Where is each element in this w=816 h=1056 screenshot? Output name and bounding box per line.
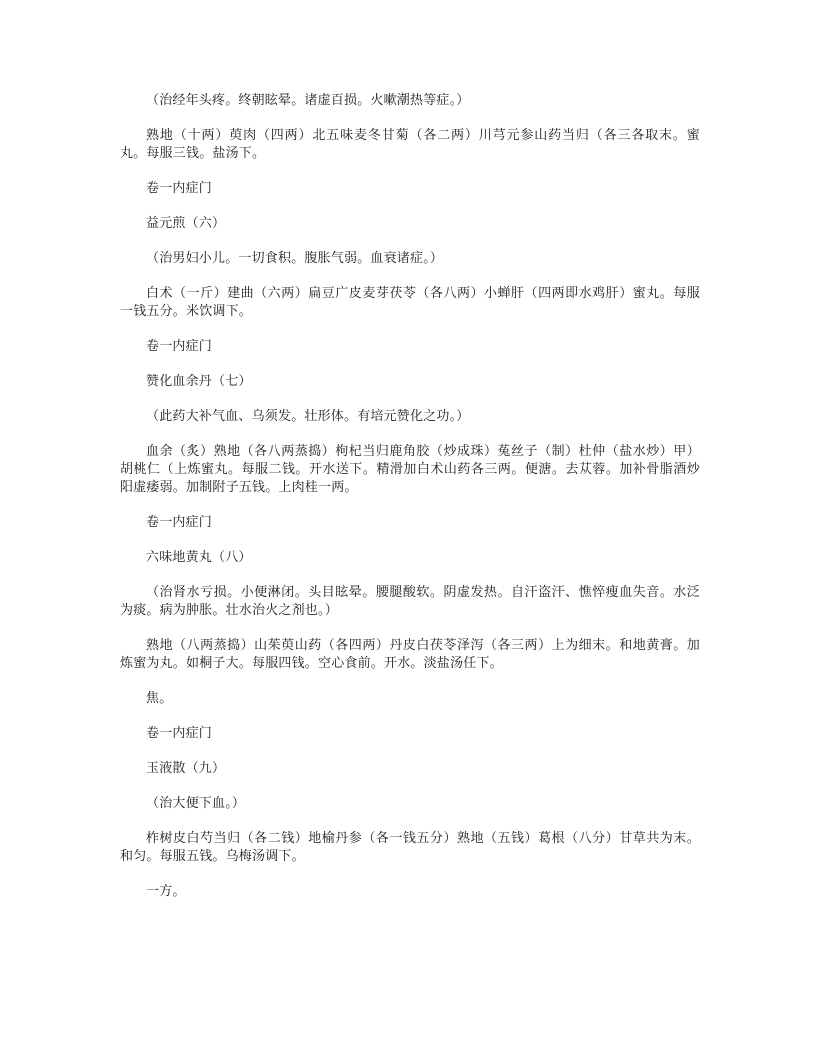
text-paragraph: （治经年头疼。终朝眩晕。诸虚百损。火嗽潮热等症。） <box>146 93 470 108</box>
section-heading: 卷一内症门 <box>146 726 213 741</box>
document-page <box>120 92 700 918</box>
text-paragraph: 一方。 <box>146 884 186 899</box>
section-heading: 卷一内症门 <box>146 515 213 530</box>
text-paragraph: （治大便下血。） <box>146 796 246 811</box>
section-heading: 卷一内症门 <box>146 181 213 196</box>
prescription-title: 六味地黄丸（八） <box>146 550 252 565</box>
text-paragraph: 焦。 <box>146 691 173 706</box>
text-paragraph: （此药大补气血、乌须发。壮形体。有培元赞化之功。） <box>146 409 470 424</box>
prescription-title: 玉液散（九） <box>146 761 226 776</box>
prescription-title: 益元煎（六） <box>146 216 226 231</box>
text-paragraph: （治男妇小儿。一切食积。腹胀气弱。血衰诸症。） <box>146 251 444 266</box>
text-paragraph: 熟地（八两蒸捣）山茱萸山药（各四两）丹皮白茯苓泽泻（各三两）上为细末。和地黄膏。加炼蜜为丸。如桐子大。每服四钱。空心食前。开水。淡盐汤任下。 <box>120 638 700 671</box>
prescription-title: 赞化血余丹（七） <box>146 374 252 389</box>
text-paragraph: 柞树皮白芍当归（各二钱）地榆丹参（各一钱五分）熟地（五钱）葛根（八分）甘草共为末。和匀。每服五钱。乌梅汤调下。 <box>120 831 700 864</box>
text-paragraph: 白术（一斤）建曲（六两）扁豆广皮麦芽茯苓（各八两）小蝉肝（四两即水鸡肝）蜜丸。每服一钱五分。米饮调下。 <box>120 286 700 319</box>
text-paragraph: 血余（炙）熟地（各八两蒸捣）枸杞当归鹿角胶（炒成珠）菟丝子（制）杜仲（盐水炒）甲）胡桃仁（上炼蜜丸。每服二钱。开水送下。精滑加白术山药各三两。便溏。去苁蓉。加补骨脂酒炒阳虚痿弱。加制附子五钱。上肉桂一两。 <box>120 444 700 495</box>
text-paragraph: （治肾水亏损。小便淋闭。头目眩晕。腰腿酸软。阴虚发热。自汗盗汗、憔悴瘦血失音。水泛为痰。病为肿胀。壮水治火之剂也。） <box>120 585 700 618</box>
section-heading: 卷一内症门 <box>146 339 213 354</box>
text-paragraph: 熟地（十两）萸肉（四两）北五味麦冬甘菊（各二两）川芎元参山药当归（各三各取末。蜜丸。每服三钱。盐汤下。 <box>120 128 700 161</box>
